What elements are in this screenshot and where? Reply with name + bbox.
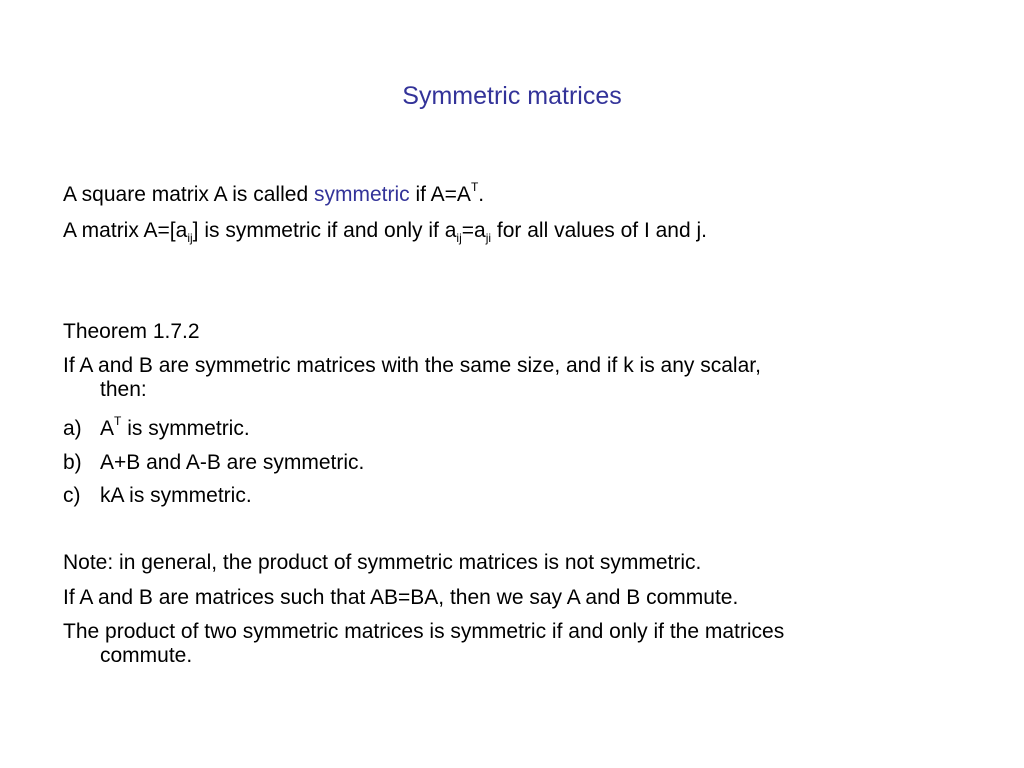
list-marker: a)	[63, 417, 82, 440]
definition-text: for all values of I and j.	[491, 219, 707, 242]
subscript: ij	[187, 231, 193, 246]
definition-text: A square matrix A is called	[63, 183, 314, 206]
note-line-3	[63, 619, 963, 667]
term-symmetric: symmetric	[313, 183, 410, 206]
definition-line-2	[63, 218, 707, 244]
theorem-item-b	[63, 450, 364, 476]
definition-text: ] is symmetric if and only if a	[192, 219, 457, 242]
definition-text: if A=A	[409, 183, 471, 206]
item-text: is symmetric.	[121, 417, 250, 440]
theorem-statement-continuation: then:	[100, 378, 147, 401]
note-line-2: If A and B are matrices such that AB=BA, then we say A and B commute.	[63, 586, 739, 609]
theorem-item-a	[63, 416, 250, 442]
transpose-superscript: T	[470, 180, 479, 194]
definition-text: A matrix A=[a	[63, 219, 188, 242]
note-line-1: Note: in general, the product of symmetric matrices is not symmetric.	[63, 551, 702, 574]
note-line-3-text: The product of two symmetric matrices is symmetric if and only if the matrices	[63, 620, 785, 643]
theorem-heading: Theorem 1.7.2	[63, 320, 200, 343]
item-text: kA is symmetric.	[100, 484, 252, 507]
theorem-statement-line: If A and B are symmetric matrices with the same size, and if k is any scalar,	[63, 354, 761, 377]
item-text: A	[100, 417, 115, 440]
subscript: ji	[485, 231, 492, 246]
definition-line-1	[63, 182, 484, 208]
subscript: ij	[456, 231, 462, 246]
definition-text: =a	[461, 219, 486, 242]
theorem-statement	[63, 353, 963, 401]
list-marker: c)	[63, 484, 81, 507]
transpose-superscript: T	[114, 414, 122, 428]
slide-title: Symmetric matrices	[402, 82, 622, 110]
item-text: A+B and A-B are symmetric.	[100, 451, 365, 474]
theorem-item-c	[63, 483, 252, 509]
note-line-3-continuation: commute.	[100, 644, 193, 667]
list-marker: b)	[63, 451, 82, 474]
definition-text: .	[478, 183, 485, 206]
